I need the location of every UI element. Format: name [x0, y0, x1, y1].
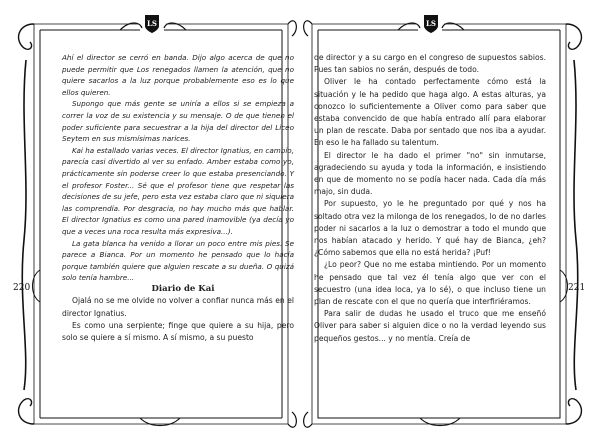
right-page-body: [314, 52, 546, 345]
right-paragraph: Por supuesto, yo le he preguntado por qué y nos ha soltado otra vez la milonga de los renegados, lo de no darles poder ni sacarlos a la luz o demostrar a todo el mundo que nos habían atacado y herido. Y qué hay de Bianca, ¿eh? ¿Cómo sabemos que ella no está herida? ¡Puf!: [314, 199, 546, 258]
page-number-left: 220: [13, 283, 31, 293]
left-paragraph: Ahí el director se cerró en banda. Dijo algo acerca de que no puede permitir que Los renegados llamen la atención, que no quiere sacarlos a la luz porque probablemente eso es lo que ellos quieren.: [62, 53, 294, 97]
diary-heading: Diario de Kai: [151, 283, 215, 294]
right-paragraph: El director le ha dado el primer "no" sin inmutarse, agradeciendo su ayuda y toda la información, e insistiendo en que de momento no se podía hacer nada. Cada día más majo, sin duda.: [314, 150, 546, 197]
right-paragraph: Para salir de dudas he usado el truco que me enseñó Oliver para saber si alguien dice o no la verdad leyendo sus pequeños gestos... y no mentía. Creía de: [314, 309, 546, 343]
logo-text: LS: [426, 19, 436, 28]
logo-text: LS: [147, 19, 157, 28]
page-number-right: 221: [568, 283, 586, 293]
left-paragraph: Supongo que más gente se uniría a ellos si se empieza a correr la voz de su existencia y su mensaje. O de que tienen el poder suficiente para secuestrar a la hija del director del Liceo Seytem en sus mismísimas narices.: [62, 99, 294, 144]
diary-paragraph: Ojalá no se me olvide no volver a confiar nunca más en el director Ignatius.: [62, 296, 294, 318]
right-paragraph: de director y a su cargo en el congreso de supuestos sabios. Pues tan sabios no serán, después de todo.: [314, 53, 546, 75]
diary-paragraph: Es como una serpiente; finge que quiere a su hija, pero solo se quiere a sí mismo. A sí mismo, a su puesto: [62, 320, 294, 343]
left-paragraph: La gata blanca ha venido a llorar un poco entre mis pies. Se parece a Bianca. Por un momento he pensado que lo hacía porque también quiere que alguien rescate a su dueña. O quizá solo tenía hambre...: [62, 238, 294, 283]
left-page-body: [62, 52, 294, 344]
logo-crest-icon: [423, 14, 439, 34]
right-paragraph: ¿Lo peor? Que no me estaba mintiendo. Por un momento he pensado que tal vez él tenía algo que ver con el secuestro (una idea loca, ya lo sé), o que incluso tiene un plan de rescate con el que no quería que interfiriéramos.: [314, 260, 546, 307]
logo-crest-icon: [144, 14, 160, 34]
right-paragraph: Oliver le ha contado perfectamente cómo está la situación y le ha pedido que haga algo. A estas alturas, ya conozco lo suficientemente a Oliver como para saber que estaba convencido de que había entrado allí para elaborar un plan de rescate. Daba por sentado que nos iba a ayudar. En eso le ha fallado su talentum.: [314, 77, 546, 148]
left-paragraph: Kai ha estallado varias veces. El director Ignatius, en cambio, parecía casi divertido al ver su enfado. Amber estaba como yo, prácticamente sin poderse creer lo que estaba presenciando. Y el profesor Foster... Sé que el profesor tiene que respetar las decisiones de su jefe, pero esta vez estaba claro que ni siquiera las comprendía. Por desgracia, no hay mucho más que hablar. El director Ignatius es como una pared inamovible (ya decía yo que a veces una roca resulta más expresiva...).: [62, 145, 294, 236]
